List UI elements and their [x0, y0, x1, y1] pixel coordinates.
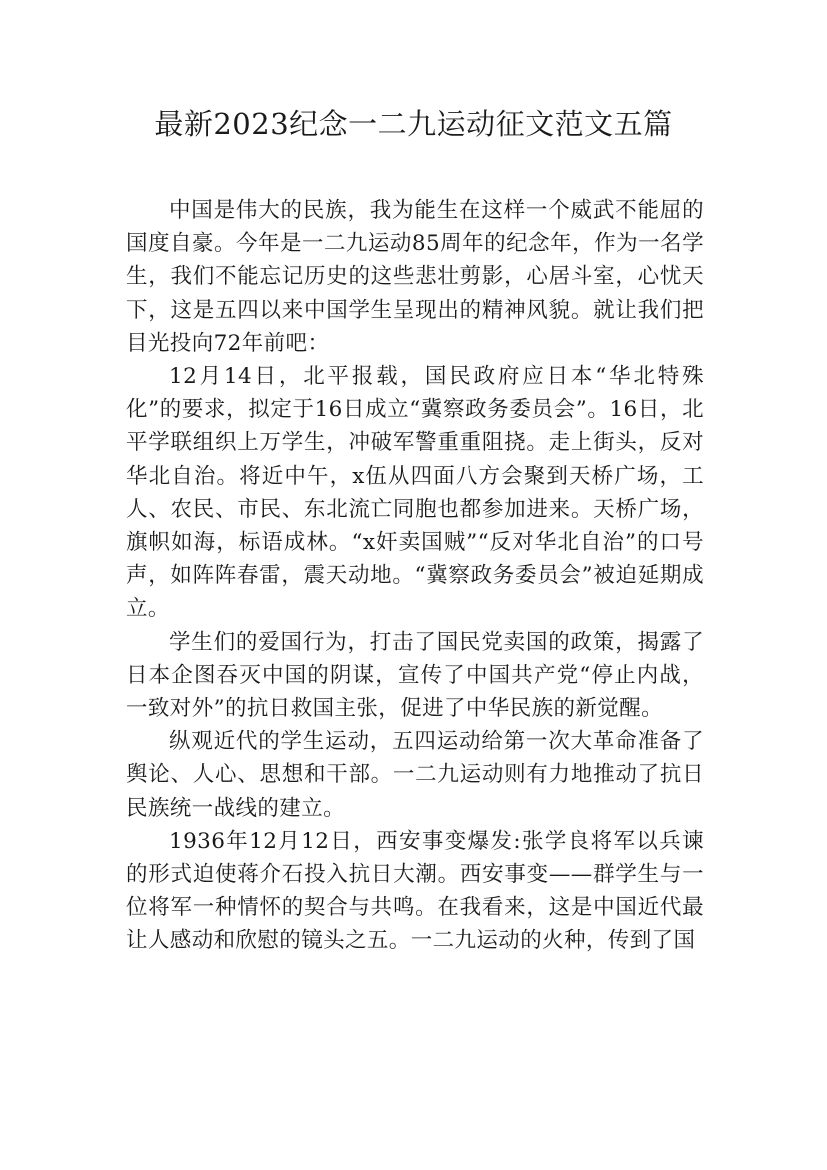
paragraph-4: 纵观近代的学生运动，五四运动给第一次大革命准备了舆论、人心、思想和干部。一二九运动则有力地推动了抗日民族统一战线的建立。 [126, 729, 704, 821]
paragraph-3: 学生们的爱国行为，打击了国民党卖国的政策，揭露了日本企图吞灭中国的阴谋，宣传了中国共产党“停止内战，一致对外”的抗日救国主张，促进了中华民族的新觉醒。 [126, 629, 704, 722]
paragraph-2: 12月14日，北平报载，国民政府应日本“华北特殊化”的要求，拟定于16日成立“冀察政务委员会”。16日，北平学联组织上万学生，冲破军警重重阻挠。走上街头，反对华北自治。将近中午，x伍从四面八方会聚到天桥广场，工人、农民、市民、东北流亡同胞也都参加进来。天桥广场，旗帜如海，标语成林。“x奸卖国贼”“反对华北自治”的口号声，如阵阵春雷，震天动地。“冀察政务委员会”被迫延期成立。 [126, 364, 704, 622]
document-title: 最新2023纪念一二九运动征文范文五篇 [154, 107, 673, 141]
document-body [126, 194, 704, 958]
paragraph-5: 1936年12月12日，西安事变爆发:张学良将军以兵谏的形式迫使蒋介石投入抗日大潮。西安事变——群学生与一位将军一种情怀的契合与共鸣。在我看来，这是中国近代最让人感动和欣慰的镜头之五。一二九运动的火种，传到了国 [126, 828, 704, 954]
paragraph-1: 中国是伟大的民族，我为能生在这样一个威武不能屈的国度自豪。今年是一二九运动85周年的纪念年，作为一名学生，我们不能忘记历史的这些悲壮剪影，心居斗室，心忧天下，这是五四以来中国学生呈现出的精神风貌。就让我们把目光投向72年前吧： [126, 198, 704, 356]
